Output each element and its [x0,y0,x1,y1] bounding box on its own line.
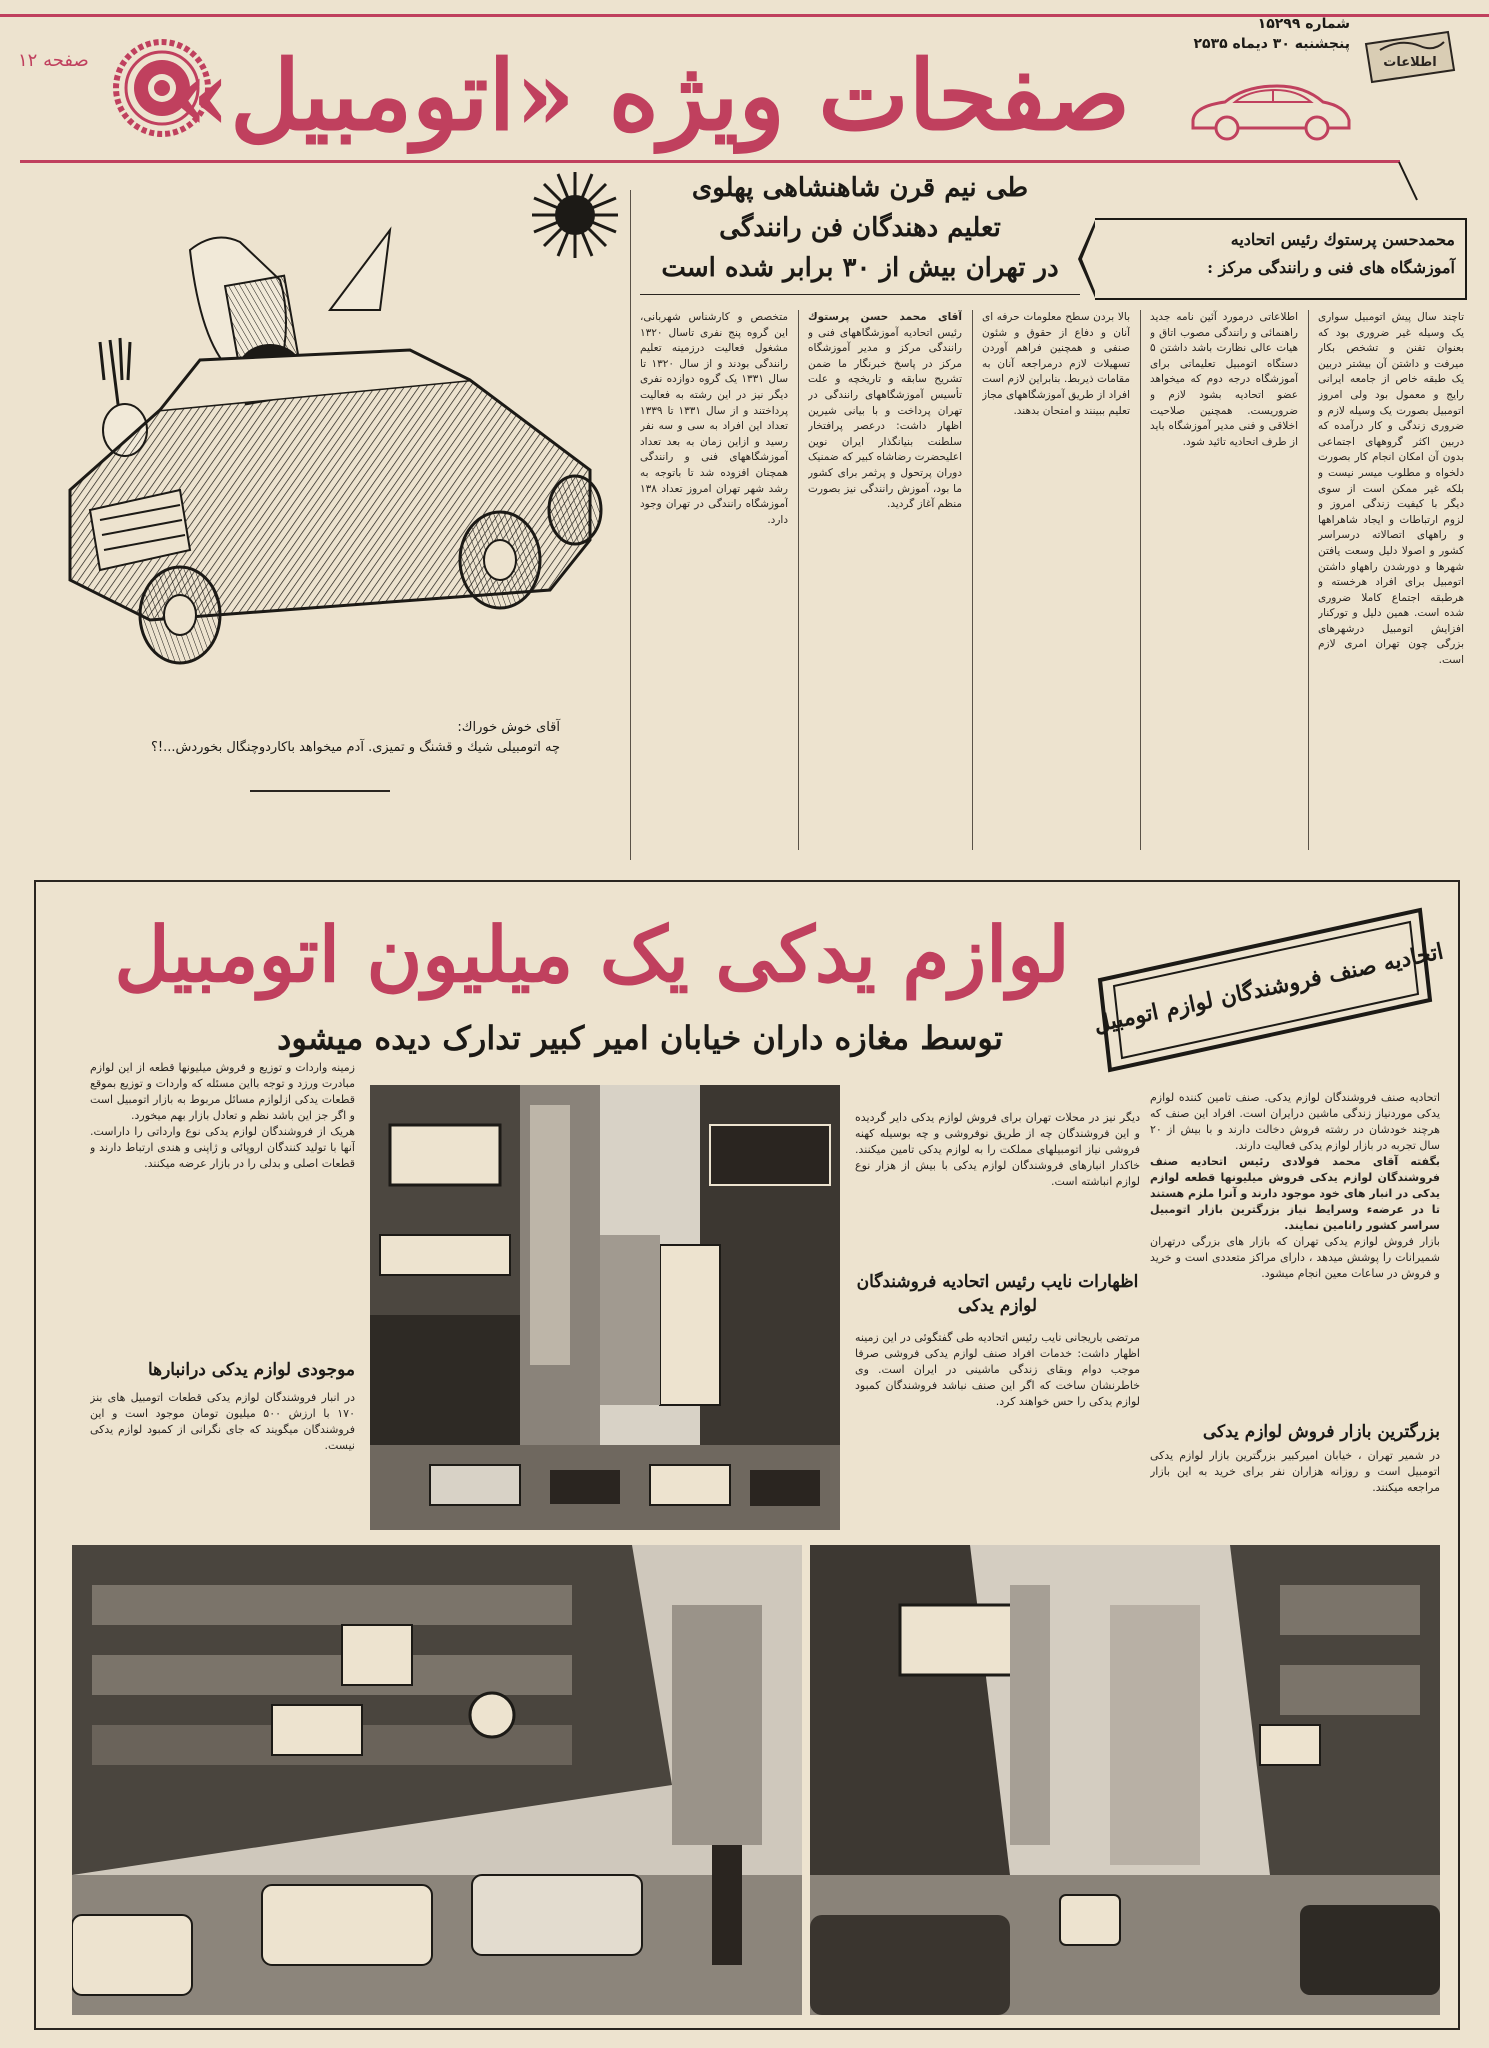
article-paragraph: اتحادیه صنف فروشندگان لوازم یدکی. صنف تامین کننده لوازم یدکی موردنیاز زندگی ماشین درایران است. افراد این صنف که هرچند خودشان در رشته فروش دخالت دارند و با بیش از ۲۰ سال تجربه در بازار لوازم یدکی فعالیت دارند. [1150,1091,1440,1152]
upper-headline-line: تعلیم دهندگان فن رانندگی [719,213,1001,243]
section-title: موجودی لوازم یدکی درانبارها [147,1360,355,1380]
article-paragraph: زمینه واردات و توزیع و فروش میلیونها قطعه از این لوازم مبادرت ورزد و توجه بااین مسئله که واردات و توزیع بموقع قطعات یدکی ازلوازم مسائل مربوط به بازار اتومبیل است و اگر جز این باشد نظم و تعادل بازار بهم میخورد. [90,1061,355,1122]
newspaper-logo-icon [1360,24,1460,88]
issue-info [1180,14,1350,70]
article-column: در شمیر تهران ، خیابان امیرکبیر بزرگترین بازار لوازم یدکی اتومبیل است و روزانه هزاران نفر برای خرید به این بازار مراجعه میکنند. [1150,1449,1440,1494]
article-column: تاچند سال پیش اتومبیل سواری یک وسیله غیر ضروری بود که بعنوان تفنن و تشخص بکار میرفت و داشتن آن بیشتر دربین یک طبقه خاص از جامعه ایرانی رایج و معمول بود ولی امروز اتومبیل بصورت یک وسیله لازم و ضروری زندگی و کار درآمده که دربین اکثر گروههای اجتماعی بدون آن امکان انجام کار بصورت دلخواه و مطلوب میسر نیست و بلکه غیر ممکن است از سوی دیگر با کیفیت زندگی امروز و لزوم ارتباطات و ایجاد شاهراهها و راههای اتصالاته درسراسر کشور و اصولا دلیل وسعت یافتن شهرها و دورشدن راههاو داشتن اتومبیل برای افراد هرخسته و هرطبقه اجتماع کاملا ضروری شده است. همین دلیل و تورکنار افزایش اتومبیل درشهرهای بزرگی چون تهران امری لازم است. [1318,311,1464,667]
pull-quote-text [1100,226,1455,282]
article-column: مرتضی باریجانی نایب رئیس اتحادیه طی گفتگوئی در این زمینه اظهار داشت: خدمات افراد صنف لوازم یدکی فروشی صرفا موجب دوام وبقای زندگی ماشینی در ایران است. وی خاطرنشان ساخت که اگر این صنف نباشد فروشندگان کمبود لوازم یدکی را حس خواهند کرد. [855,1331,1140,1408]
street-photo-right [810,1545,1440,2015]
column-rule [972,310,973,850]
lower-subheadline: توسط مغازه داران خیابان امیر کبیر تدارک دیده میشود [277,1019,1003,1057]
article-paragraph-bold: بگفته آقای محمد فولادی رئیس اتحادیه صنف فروشندگان لوازم یدکی فروش میلیونها قطعه لوازم یدکی در انبار های خود موجود دارند و آنرا ملزم هستند تا در عرضهء وسرایط نیاز بزرگترین بازار اتومبیل سراسر کشور رانامین نمایند. [1150,1155,1440,1232]
headline-underline [640,294,1080,295]
article-column: در انبار فروشندگان لوازم یدکی قطعات اتومبیل های بنز ۱۷۰ با ارزش ۵۰۰ میلیون تومان موجود است و این فروشندگان میگویند که جای نگرانی از کمبود لوازم یدکی نیست. [90,1391,355,1452]
masthead-title: صفحات ویژه «اتومبیل» [170,39,1130,152]
cartoon-caption [60,718,560,758]
article-column: اطلاعاتی درمورد آئین نامه جدید راهنمائی و رانندگی مصوب اتاق و هیات عالی نظارت باشد داشتن ۵ دستگاه اتومبیل تعلیماتی برای آموزشگاه درجه دوم که میخواهد عضو اتحادیه بشود لازم و ضروریست. همچنین صلاحیت اخلاقی و فنی مدیر آموزشگاه باید از طرف اتحادیه تائید شود. [1150,311,1298,448]
corner-arrow-icon [1395,160,1425,204]
union-sign-text: اتحادیه صنف فروشندگان لوازم اتومبیل [1091,938,1446,1038]
lower-headline: لوازم یدکی یک میلیون اتومبیل [114,910,1070,999]
article-column [90,1060,355,1340]
article-column: متخصص و کارشناس شهربانی، این گروه پنج نفری تاسال ۱۳۲۰ مشغول فعالیت درزمینه تعلیم رانندگی بودند و از سال ۱۳۲۰ تا سال ۱۳۳۱ یک گروه دوازده نفری دیگر نیز در این رشته به فعالیت پرداختند و از سال ۱۳۳۱ تا ۱۳۳۹ تعداد این افراد به سی و سه نفر رسید و ازاین زمان به بعد تعداد آموزشگاههای فنی و رانندگی همچنان افزوده شد تا باتوجه به رشد شهر تهران امروز تعداد ۱۳۸ آموزشگاه رانندگی در تهران وجود دارد. [640,311,788,526]
page-number: صفحه ۱۲ [18,50,89,71]
union-sign-illustration [1080,890,1450,1090]
cartoon-illustration [30,220,630,670]
article-lead-name: آقای محمد حسن پرستوك [808,311,962,323]
upper-headline-line: طی نیم قرن شاهنشاهی پهلوی [691,173,1029,203]
pull-quote-line: آموزشگاه های فنی و رانندگی مرکز : [1207,258,1455,277]
upper-headline [640,168,1080,288]
cartoon-caption-line: آقای خوش خوراك: [457,720,560,735]
article-column: بالا بردن سطح معلومات حرفه ای آنان و دفاع از حقوق و شئون صنفی و همچنین فراهم آوردن تسهیلات لازم درمراجعه آنان به مقامات ذیربط. بنابراین لازم است افراد از طریق آموزشگاههای مجاز تعلیم ببینند و امتحان بدهند. [982,311,1130,417]
caption-divider [250,790,390,792]
column-rule [1140,310,1141,850]
pull-quote-line: محمدحسن پرستوك رئیس اتحادیه [1230,230,1455,249]
cartoon-caption-line: چه اتومبیلی شیك و قشنگ و تمیزی. آدم میخواهد باکاردوچنگال بخوردش...!؟ [151,740,560,755]
header-bottom-rule [20,160,1400,163]
issue-date: پنجشنبه ۳۰ دیماه ۲۵۳۵ [1193,36,1350,52]
article-column [808,310,962,850]
street-photo-left [72,1545,802,2015]
street-photo-center [370,1085,840,1530]
car-icon [1185,76,1355,146]
section-title: بزرگترین بازار فروش لوازم یدکی [1202,1422,1440,1442]
column-rule [1308,310,1309,850]
upper-headline-line: در تهران بیش از ۳۰ برابر شده است [661,253,1059,283]
column-rule [798,310,799,850]
column-rule [630,190,631,860]
article-paragraph: بازار فروش لوازم یدکی تهران که بازار های بزرگی درتهران شمیرانات را پوشش میدهد ، دارای مراکز متعددی است و خرید و فروش در ساعات معین انجام میشود. [1150,1235,1440,1280]
article-column: دیگر نیز در محلات تهران برای فروش لوازم یدکی دایر گردیده و این فروشندگان چه از طریق نوفروشی و چه بوسیله کهنه فروشی نیاز اتومبیلهای مملکت را به لوازم یدکی تامین میکنند. خاکدار انبارهای فروشندگان لوازم یدکی با بیش از هزار نوع لوازم انباشته است. [855,1111,1140,1188]
section-title: اظهارات نایب رئیس اتحادیه فروشندگان لوازم یدکی [856,1272,1139,1316]
article-paragraph: هریک از فروشندگان لوازم یدکی نوع وارداتی را داراست. آنها با تولید کنندگان اروپائی و ژاپنی و هندی ارتباط دارند و قطعات اصلی و بدلی را در بازار عرضه میکنند. [90,1125,355,1170]
article-column-text: رئیس اتحادیه آموزشگاههای فنی و رانندگی مرکز و مدیر آموزشگاه مرکز در پاسخ خبرنگار ما ضمن تشریح سابقه و تاریخچه و علت تأسیس آموزشگاههای رانندگی در تهران پرداخت و با بیانی شیرین اظهار داشت: درعصر پرافتخار سلطنت بنیانگذار ایران نوین اعلیحضرت رضاشاه کبیر که ضمنیک دوران پرتحول و پرثمر برای کشور ما بود، آموزش رانندگی نیز بصورت منظم آغاز گردید. [808,326,962,511]
issue-number: شماره ۱۵۲۹۹ [1257,16,1350,32]
newspaper-logo-text: اطلاعات [1383,55,1437,70]
